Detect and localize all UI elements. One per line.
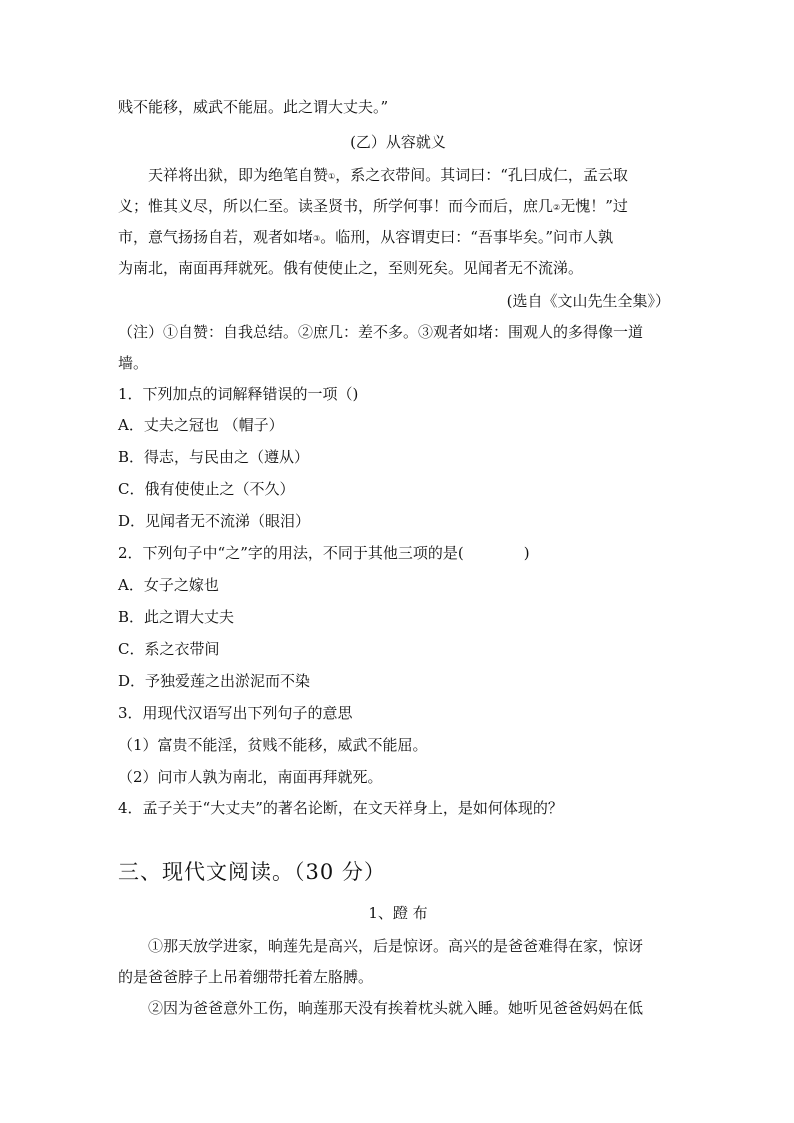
question-3-stem: 3．用现代汉语写出下列句子的意思: [118, 704, 353, 722]
passage-b-line-2: 义；惟其义尽，所以仁至。读圣贤书，所学何事！而今而后，庶几②无愧！”过: [118, 197, 628, 215]
footnote-mark-3: ③: [313, 234, 321, 243]
question-4-stem: 4．孟子关于“大丈夫”的著名论断，在文天祥身上，是如何体现的？: [118, 799, 563, 817]
source-citation: (选自《文山先生全集》）: [506, 292, 670, 310]
passage-a-last-line: 贱不能移，威武不能屈。此之谓大丈夫。”: [118, 98, 389, 116]
paragraph-1-line-2: 的是爸爸脖子上吊着绷带托着左胳膊。: [118, 968, 374, 986]
question-2-option-d: D．予独爱莲之出淤泥而不染: [118, 672, 311, 690]
question-1-option-b: B．得志，与民由之（遵从）: [118, 448, 310, 466]
footnote-mark-1: ①: [328, 172, 336, 181]
question-1-option-d: D．见闻者无不流涕（眼泪）: [118, 512, 311, 530]
section-three-heading: 三、现代文阅读。（30 分）: [118, 860, 386, 884]
question-2-option-b: B．此之谓大丈夫: [118, 608, 235, 626]
question-2-option-a: A．女子之嫁也: [118, 576, 219, 594]
question-1-option-a: A．丈夫之冠也 （帽子）: [118, 416, 284, 434]
question-3-item-2: （2）问市人孰为南北，南面再拜就死。: [118, 768, 383, 786]
passage-b-line-1: 天祥将出狱，即为绝笔自赞①，系之衣带间。其词曰：“孔曰成仁，孟云取: [148, 166, 628, 184]
question-2-stem: 2．下列句子中“之”字的用法，不同于其他三项的是( ): [118, 544, 530, 562]
question-1-option-c: C．俄有使使止之（不久）: [118, 480, 295, 498]
article-title: 1、蹬 布: [368, 904, 428, 922]
annotation-line-2: 墙。: [118, 354, 149, 372]
passage-b-title: (乙）从容就义: [350, 133, 446, 151]
question-3-item-1: （1）富贵不能淫，贫贱不能移，威武不能屈。: [118, 736, 428, 754]
question-2-option-c: C．系之衣带间: [118, 640, 220, 658]
passage-b-line-4: 为南北，南面再拜就死。俄有使使止之，至则死矣。见闻者无不流涕。: [118, 259, 584, 277]
annotation-line-1: （注）①自赞：自我总结。②庶几：差不多。③观者如堵：围观人的多得像一道: [118, 323, 644, 341]
paragraph-1-line-1: ①那天放学进家，晌莲先是高兴，后是惊讶。高兴的是爸爸难得在家，惊讶: [148, 937, 644, 955]
question-1-stem: 1．下列加点的词解释错误的一项（): [118, 385, 359, 403]
paragraph-2-line-1: ②因为爸爸意外工伤，晌莲那天没有挨着枕头就入睡。她听见爸爸妈妈在低: [148, 999, 644, 1017]
footnote-mark-2: ②: [553, 203, 561, 212]
passage-b-line-3: 市，意气扬扬自若，观者如堵③。临刑，从容谓吏曰：“吾事毕矣。”问市人孰: [118, 228, 614, 246]
